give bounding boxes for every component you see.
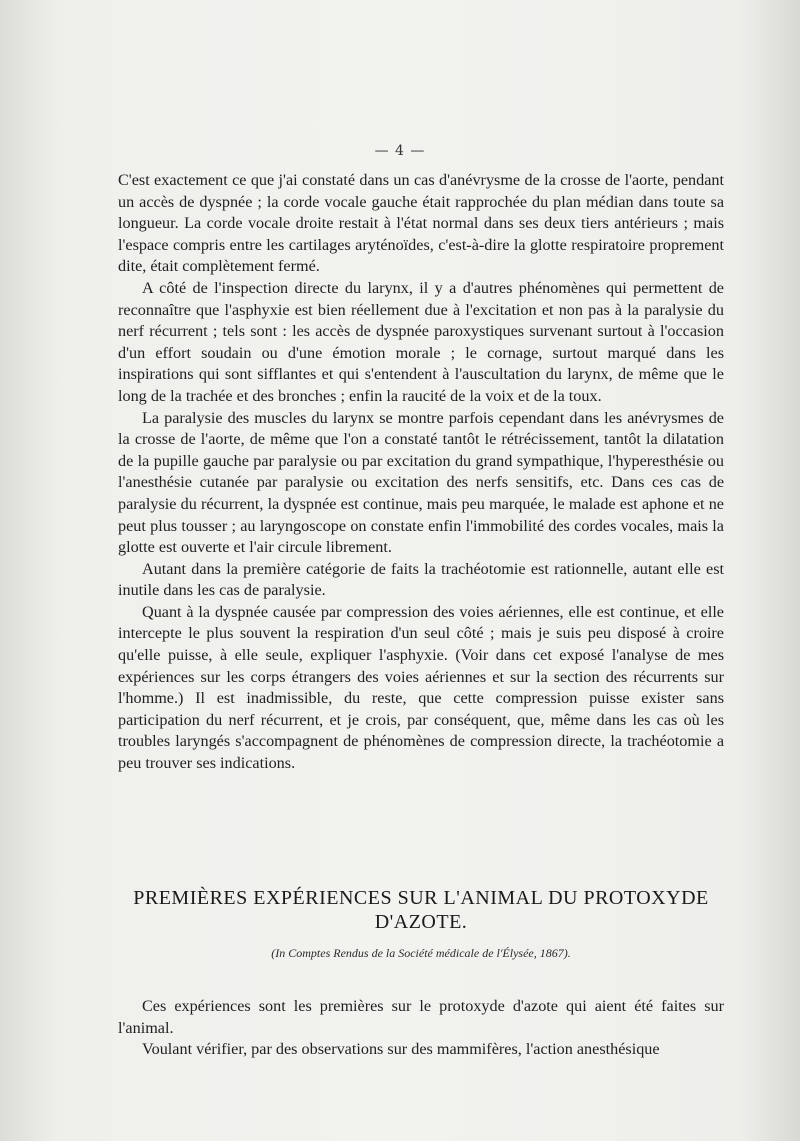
paragraph: A côté de l'inspection directe du larynx, il y a d'autres phénomènes qui permettent de reconnaître que l'asphyxie est bien réellement due à l'excitation et non pas à la paralysie du nerf récurrent ; tels sont : les accès de dyspnée paroxystiques survenant surtout à l'occasion d'un effort soudain ou d'une émotion morale ; le cornage, surtout marqué dans les inspirations qui sont sifflantes et qui s'entendent à l'auscultation du larynx, de même que le long de la trachée et des bronches ; enfin la raucité de la voix et de la toux.	[118, 278, 724, 405]
paragraph: Voulant vérifier, par des observations sur des mammifères, l'action anesthésique	[142, 1040, 660, 1059]
paragraph: Ces expériences sont les premières sur le protoxyde d'azote qui aient été faites sur l'animal.	[118, 997, 724, 1037]
paragraph: Quant à la dyspnée causée par compression des voies aériennes, elle est continue, et elle intercepte le plus souvent la respiration d'un seul côté ; mais je suis peu disposé à croire qu'elle puisse, à elle seule, expliquer l'asphyxie. (Voir dans cet exposé l'analyse de mes expériences sur les corps étrangers des voies aériennes et sur la section des récurrents sur l'homme.) Il est inadmissible, du reste, que cette compression puisse exister sans participation du nerf récurrent, et je crois, par conséquent, que, même dans les cas où les troubles laryngés s'accompagnent de phénomènes de compression directe, la trachéotomie a peu trouver ses indications.	[118, 602, 724, 773]
paragraph: Autant dans la première catégorie de faits la trachéotomie est rationnelle, autant elle est inutile dans les cas de paralysie.	[118, 559, 724, 600]
section-title: PREMIÈRES EXPÉRIENCES SUR L'ANIMAL DU PROTOXYDE D'AZOTE.	[133, 887, 709, 933]
paragraph: La paralysie des muscles du larynx se montre parfois cependant dans les anévrysmes de la crosse de l'aorte, de même que l'on a constaté tantôt le rétrécissement, tantôt la dilatation de la pupille gauche par paralysie ou par excitation du grand sympathique, l'hyperesthésie ou l'anesthésie cutanée par paralysie ou excitation des nerfs sensitifs, etc. Dans ces cas de paralysie du récurrent, la dyspnée est continue, mais peu marquée, le malade est aphone et ne peut plus tousser ; au laryngoscope on constate enfin l'immobilité des cordes vocales, mais la glotte est ouverte et l'air circule librement.	[118, 408, 724, 557]
section-text	[118, 996, 724, 1061]
main-text	[118, 170, 724, 775]
section-source: (In Comptes Rendus de la Société médicale de l'Élysée, 1867).	[271, 946, 571, 960]
paragraph: C'est exactement ce que j'ai constaté dans un cas d'anévrysme de la crosse de l'aorte, pendant un accès de dyspnée ; la corde vocale gauche était rapprochée du plan médian dans toute sa longueur. La corde vocale droite restait à l'état normal dans ses deux tiers antérieurs ; mais l'espace compris entre les cartilages aryténoïdes, c'est-à-dire la glotte respiratoire proprement dite, était complètement fermé.	[118, 171, 724, 276]
page-number: — 4 —	[374, 143, 426, 159]
